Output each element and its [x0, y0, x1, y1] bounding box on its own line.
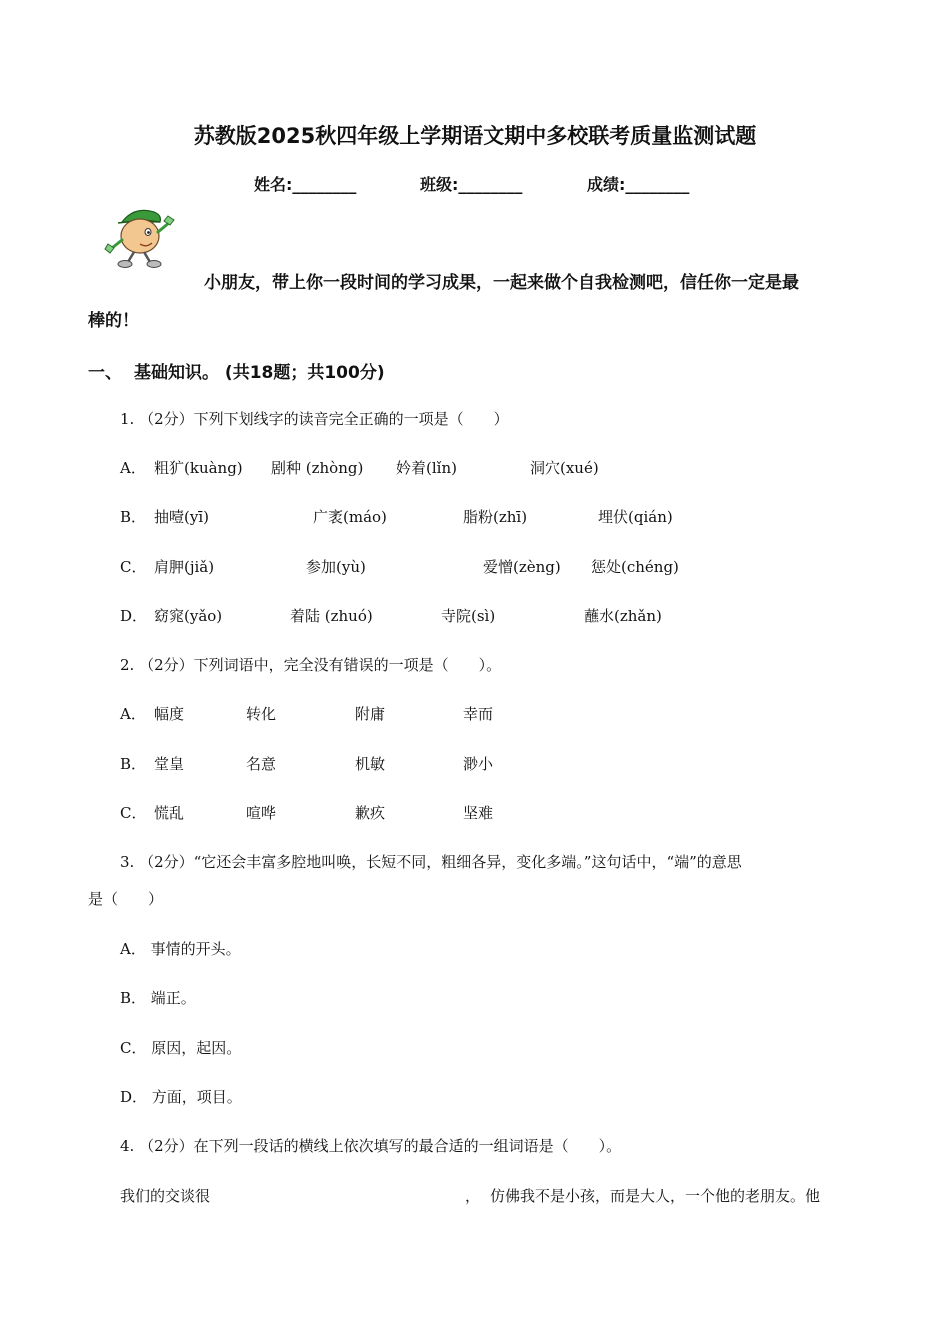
q2-option-b-item: 渺小	[463, 755, 494, 773]
q2-option-c-item: 喧哗	[246, 804, 277, 822]
q1-option-c-label: C．	[120, 558, 147, 576]
q2-option-a-item: 附庸	[355, 705, 386, 723]
q1-option-a-item: 剧种 (zhòng)	[271, 459, 364, 477]
q2-option-a-label: A．	[120, 705, 146, 723]
q1-option-a-item: 洞穴(xué)	[530, 459, 599, 477]
question-1-stem: 1. （2分）下列下划线字的读音完全正确的一项是（ ）	[120, 410, 509, 428]
section-number: 一、	[88, 363, 122, 383]
q1-option-c-item: 惩处(chéng)	[591, 558, 679, 576]
q3-option-d: D． 方面，项目。	[120, 1088, 242, 1106]
name-field: 姓名:________	[254, 175, 357, 194]
q2-option-b-label: B．	[120, 755, 147, 773]
q1-option-b-label: B．	[120, 508, 147, 526]
q1-option-d-item: 窈窕(yǎo)	[154, 607, 223, 625]
q2-option-b-item: 名意	[246, 755, 277, 773]
intro-line-1: 小朋友，带上你一段时间的学习成果，一起来做个自我检测吧，信任你一定是最	[204, 273, 799, 293]
q3-option-a: A． 事情的开头。	[120, 940, 241, 958]
q2-option-b-item: 堂皇	[154, 755, 185, 773]
q1-option-b-item: 脂粉(zhī)	[463, 508, 528, 526]
score-field: 成绩:________	[587, 175, 690, 194]
q1-option-b-item: 广袤(máo)	[313, 508, 387, 526]
q1-option-d-item: 蘸水(zhǎn)	[584, 607, 662, 625]
section-heading: 基础知识。 (共18题；共100分)	[134, 363, 385, 383]
q1-option-c-item: 爱憎(zèng)	[483, 558, 561, 576]
q2-option-a-item: 幅度	[154, 705, 185, 723]
question-3-stem-line-1: 3. （2分）“它还会丰富多腔地叫唤，长短不同，粗细各异，变化多端。”这句话中，“端”的意思	[120, 853, 742, 871]
q2-option-b-item: 机敏	[355, 755, 386, 773]
q4-passage-part-1: 我们的交谈很	[120, 1187, 211, 1205]
q3-option-b: B． 端正。	[120, 989, 196, 1007]
q2-option-c-item: 歉疚	[355, 804, 386, 822]
q1-option-d-label: D．	[120, 607, 148, 625]
question-2-stem: 2. （2分）下列词语中，完全没有错误的一项是（ ）。	[120, 656, 502, 674]
question-3-stem-line-2: 是（ ）	[88, 890, 164, 908]
q1-option-a-label: A．	[120, 459, 146, 477]
q1-option-c-item: 参加(yù)	[306, 558, 366, 576]
q1-option-d-item: 着陆 (zhuó)	[290, 607, 373, 625]
q1-option-d-item: 寺院(sì)	[441, 607, 496, 625]
intro-line-2: 棒的！	[88, 311, 139, 331]
mascot-icon	[104, 204, 190, 270]
q1-option-a-item: 妗着(lǐn)	[396, 459, 457, 477]
q1-option-a-item: 粗犷(kuàng)	[154, 459, 243, 477]
q1-option-c-item: 肩胛(jiǎ)	[154, 558, 215, 576]
question-4-stem: 4. （2分）在下列一段话的横线上依次填写的最合适的一组词语是（ ）。	[120, 1137, 622, 1155]
q2-option-a-item: 幸而	[463, 705, 494, 723]
q4-passage-part-3: 仿佛我不是小孩，而是大人，一个他的老朋友。他	[490, 1187, 821, 1205]
page-title: 苏教版2025秋四年级上学期语文期中多校联考质量监测试题	[193, 124, 757, 148]
q4-passage-part-2: ，	[465, 1187, 481, 1205]
q1-option-b-item: 埋伏(qián)	[598, 508, 673, 526]
class-field: 班级:________	[420, 175, 523, 194]
q2-option-c-item: 慌乱	[154, 804, 185, 822]
q3-option-c: C． 原因，起因。	[120, 1039, 242, 1057]
q1-option-b-item: 抽噎(yī)	[154, 508, 209, 526]
q2-option-a-item: 转化	[246, 705, 277, 723]
q2-option-c-item: 坚难	[463, 804, 494, 822]
q2-option-c-label: C．	[120, 804, 147, 822]
